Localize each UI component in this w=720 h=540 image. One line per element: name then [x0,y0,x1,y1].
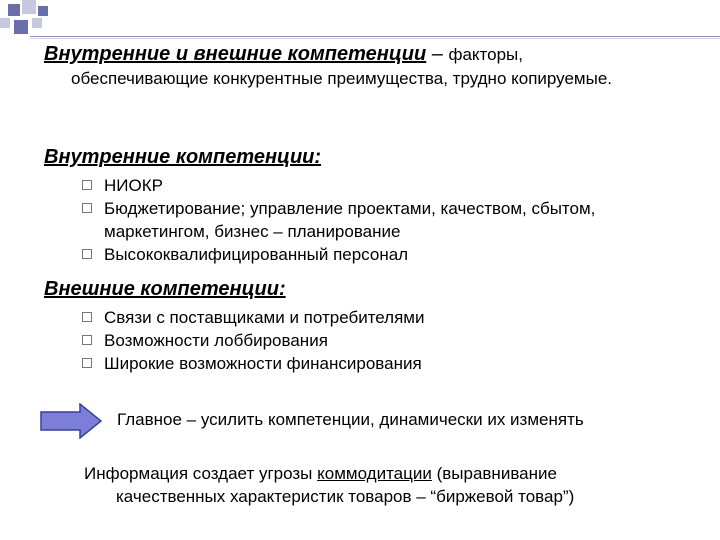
checkbox-bullet-icon [82,335,92,345]
decor-square [0,18,10,28]
info-before: Информация создает угрозы [84,464,318,483]
right-arrow-icon [40,403,102,439]
internal-list [82,174,702,266]
info-continuation: качественных характеристик товаров – “биржевой товар”) [116,487,575,506]
external-heading: Внешние компетенции: [44,278,286,300]
list-item: НИОКР [82,174,702,197]
list-item: Возможности лоббирования [82,329,702,352]
intro-lead: Внутренние и внешние компетенции [44,43,427,65]
checkbox-bullet-icon [82,203,92,213]
decor-square [32,18,42,28]
checkbox-bullet-icon [82,249,92,259]
decor-square [8,4,20,16]
info-after: (выравнивание [431,464,557,483]
checkbox-bullet-icon [82,312,92,322]
intro-paragraph [44,42,684,90]
decor-square [14,20,28,34]
internal-heading: Внутренние компетенции: [44,146,322,168]
decor-square [38,6,48,16]
info-paragraph [84,462,684,508]
divider-line [30,36,720,37]
list-item: Высококвалифицированный персонал [82,243,702,266]
list-item: Широкие возможности финансирования [82,352,702,375]
intro-dash: – [426,43,449,65]
info-underlined: коммодитации [317,464,432,483]
intro-rest: обеспечивающие конкурентные преимущества, трудно копируемые. [71,69,613,88]
list-item: Бюджетирование; управление проектами, качеством, сбытом, маркетингом, бизнес – планирование [82,197,702,243]
main-point-text: Главное – усилить компетенции, динамически их изменять [117,410,584,429]
list-item: Связи с поставщиками и потребителями [82,306,702,329]
external-list [82,306,702,375]
checkbox-bullet-icon [82,358,92,368]
divider-line [30,38,720,39]
decor-square [22,0,36,14]
checkbox-bullet-icon [82,180,92,190]
intro-first: факторы, [448,45,523,64]
